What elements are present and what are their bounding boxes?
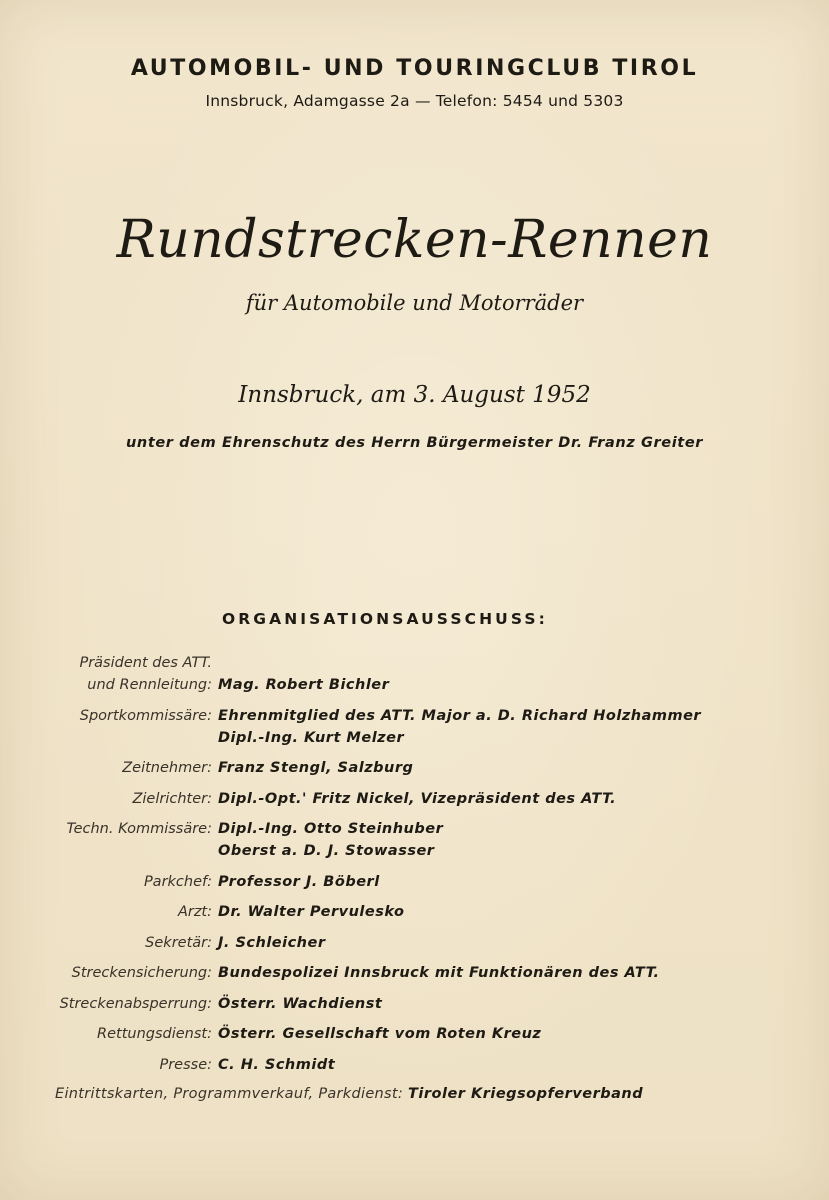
- role-label: Presse:: [159, 1056, 212, 1073]
- patronage-line: unter dem Ehrenschutz des Herrn Bürgermeister Dr. Franz Greiter: [125, 435, 704, 451]
- role-label: Streckensicherung:: [71, 965, 212, 981]
- role-names: [218, 901, 404, 923]
- footer-label: Eintrittskarten, Programmverkauf, Parkdienst:: [55, 1086, 408, 1102]
- role-names: [218, 993, 382, 1015]
- role-label: [30, 652, 212, 696]
- committee-row-doctor: [30, 901, 810, 923]
- role-name: Dr. Walter Pervulesko: [218, 904, 405, 920]
- footer-value: Tiroler Kriegsopferverband: [408, 1086, 644, 1102]
- event-subtitle: für Automobile und Motorräder: [245, 291, 584, 315]
- committee-row-president: [30, 652, 810, 696]
- role-name: Bundespolizei Innsbruck mit Funktionären des ATT.: [218, 965, 660, 981]
- club-name: AUTOMOBIL- UND TOURINGCLUB TIROL: [130, 56, 699, 81]
- role-name: Oberst a. D. J. Stowasser: [218, 843, 435, 859]
- committee-row-park-chief: [30, 871, 810, 893]
- role-names: [218, 1023, 541, 1045]
- committee-row-tech-commissioners: [30, 818, 810, 862]
- role-name: Professor J. Böberl: [218, 873, 380, 890]
- role-name: Dipl.-Ing. Otto Steinhuber: [218, 821, 444, 837]
- role-names: [218, 932, 326, 954]
- committee-row-finish-judge: [30, 788, 810, 810]
- committee-row-timekeeper: [30, 757, 810, 779]
- committee-row-sport-commissioners: [30, 705, 810, 749]
- role-label: Parkchef:: [143, 873, 212, 890]
- club-address: Innsbruck, Adamgasse 2a — Telefon: 5454 und 5303: [205, 92, 624, 110]
- role-names: [218, 871, 380, 893]
- role-name: Österr. Gesellschaft vom Roten Kreuz: [218, 1026, 542, 1042]
- role-names: [218, 674, 389, 696]
- role-name: Franz Stengl, Salzburg: [218, 760, 414, 776]
- role-names: [218, 818, 443, 862]
- role-names: [218, 1054, 335, 1076]
- role-name: Mag. Robert Bichler: [218, 677, 390, 693]
- role-label: Zeitnehmer:: [122, 760, 212, 776]
- role-label-line: Präsident des ATT.: [79, 655, 212, 671]
- role-label: Arzt:: [177, 904, 212, 920]
- role-label: Techn. Kommissäre:: [66, 821, 212, 837]
- role-names: [218, 757, 413, 779]
- role-label: Sekretär:: [145, 934, 212, 951]
- role-label: Zielrichter:: [132, 790, 212, 807]
- role-label: Streckenabsperrung:: [59, 995, 212, 1012]
- role-name: Dipl.-Ing. Kurt Melzer: [218, 729, 405, 746]
- role-name: C. H. Schmidt: [218, 1056, 336, 1073]
- committee-row-track-security: [30, 962, 810, 984]
- event-date: Innsbruck, am 3. August 1952: [238, 382, 591, 408]
- role-name: Dipl.-Opt.' Fritz Nickel, Vizepräsident des ATT.: [218, 790, 617, 807]
- committee-row-rescue: [30, 1023, 810, 1045]
- role-name: J. Schleicher: [218, 934, 326, 951]
- role-label: Sportkommissäre:: [79, 707, 212, 724]
- role-label-line: und Rennleitung:: [87, 677, 212, 693]
- committee-row-secretary: [30, 932, 810, 954]
- role-names: [218, 788, 616, 810]
- committee-list: [30, 652, 810, 1084]
- committee-row-track-closure: [30, 993, 810, 1015]
- role-names: [218, 705, 701, 749]
- committee-heading: ORGANISATIONSAUSSCHUSS:: [222, 610, 548, 628]
- event-title: Rundstrecken-Rennen: [116, 210, 713, 270]
- role-name: Österr. Wachdienst: [218, 995, 383, 1012]
- role-label: Rettungsdienst:: [97, 1026, 212, 1042]
- footer-note: [55, 1086, 643, 1102]
- role-name: Ehrenmitglied des ATT. Major a. D. Richard Holzhammer: [218, 707, 702, 724]
- role-names: [218, 962, 660, 984]
- committee-row-press: [30, 1054, 810, 1076]
